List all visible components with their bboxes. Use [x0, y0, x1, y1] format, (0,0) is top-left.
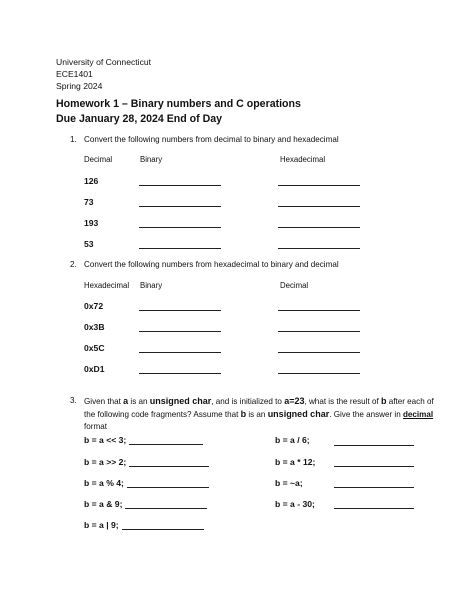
q1-row-value: 73: [84, 197, 94, 207]
answer-line: [139, 206, 221, 207]
answer-line: [139, 310, 221, 311]
answer-line: [278, 310, 360, 311]
q1-col-hex: Hexadecimal: [280, 155, 326, 164]
q3-text-part: format: [84, 422, 107, 431]
q1-text: Convert the following numbers from decimal to binary and hexadecimal: [84, 135, 339, 144]
header-term: Spring 2024: [56, 81, 103, 91]
code-fragment: b = a * 12;: [275, 457, 316, 467]
q1-row-value: 126: [84, 176, 99, 186]
answer-line: [278, 331, 360, 332]
answer-line: [139, 248, 221, 249]
q3-text-part: . Give the answer in: [329, 410, 403, 419]
var-b: b: [240, 409, 247, 419]
answer-line: [278, 206, 360, 207]
q3-text-part: is an: [246, 410, 268, 419]
answer-line: [278, 373, 360, 374]
header-course: ECE1401: [56, 69, 93, 79]
q2-row-value: 0xD1: [84, 364, 105, 374]
answer-line: [139, 331, 221, 332]
q3-text-part: Given that: [84, 397, 124, 406]
decimal-format: decimal: [402, 410, 434, 419]
code-fragment: b = a << 3;: [84, 435, 203, 445]
q3-text-part: is an: [128, 397, 150, 406]
code-fragment: b = a % 4;: [84, 478, 209, 488]
q2-col-binary: Binary: [140, 281, 163, 290]
q2-col-decimal: Decimal: [280, 281, 309, 290]
code-fragment: b = a | 9;: [84, 520, 204, 530]
q2-number: 2.: [70, 260, 77, 269]
q1-number: 1.: [70, 135, 77, 144]
answer-line: [334, 445, 414, 446]
answer-line: [334, 466, 414, 467]
answer-line: [278, 248, 360, 249]
answer-line: [278, 227, 360, 228]
answer-line: [139, 185, 221, 186]
answer-line: [278, 352, 360, 353]
q3-text-part: after each of the following code fragments? Assume that: [84, 397, 434, 419]
answer-line: [278, 185, 360, 186]
q3-text-part: , what is the result of: [304, 397, 381, 406]
code-fragment: b = ~a;: [275, 478, 303, 488]
q1-col-decimal: Decimal: [84, 155, 113, 164]
type-unsigned-char: unsigned char: [267, 409, 330, 419]
code-fragment: b = a & 9;: [84, 499, 207, 509]
q2-row-value: 0x5C: [84, 343, 105, 353]
q3-text: [84, 395, 434, 433]
code-fragment: b = a >> 2;: [84, 457, 209, 467]
q2-col-hex: Hexadecimal: [84, 281, 130, 290]
var-a: a: [123, 396, 129, 406]
type-unsigned-char: unsigned char: [149, 396, 212, 406]
q1-col-binary: Binary: [140, 155, 163, 164]
q2-row-value: 0x72: [84, 301, 104, 311]
answer-line: [334, 487, 414, 488]
answer-line: [139, 227, 221, 228]
answer-line: [139, 352, 221, 353]
answer-line: [139, 373, 221, 374]
var-b: b: [380, 396, 387, 406]
header-university: University of Connecticut: [56, 57, 152, 67]
code-fragment: b = a / 6;: [275, 435, 310, 445]
q2-text: Convert the following numbers from hexadecimal to binary and decimal: [84, 260, 339, 269]
q3-number: 3.: [70, 396, 77, 405]
q2-row-value: 0x3B: [84, 322, 105, 332]
q3-text-part: , and is initialized to: [211, 397, 285, 406]
q1-row-value: 53: [84, 239, 94, 249]
answer-line: [334, 508, 414, 509]
homework-title: Homework 1 – Binary numbers and C operations: [56, 98, 301, 110]
due-date: Due January 28, 2024 End of Day: [56, 113, 223, 125]
q1-row-value: 193: [84, 218, 99, 228]
code-fragment: b = a - 30;: [275, 499, 315, 509]
initial-value: a=23: [284, 396, 305, 406]
